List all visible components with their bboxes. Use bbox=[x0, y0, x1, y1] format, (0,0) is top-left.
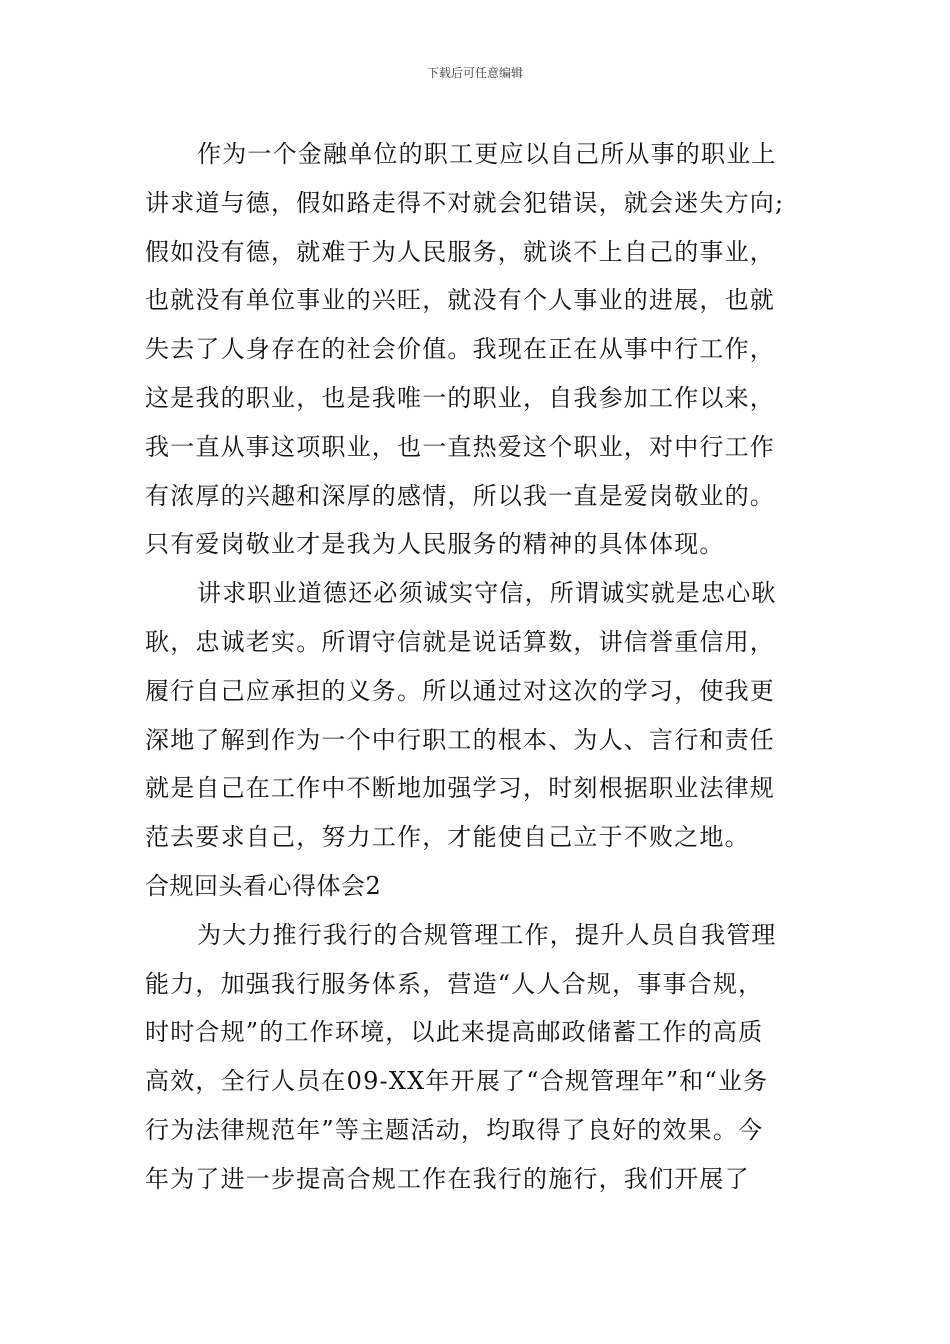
text-line: 讲求道与德，假如路走得不对就会犯错误，就会迷失方向; bbox=[145, 188, 785, 217]
text-line: 深地了解到作为一个中行职工的根本、为人、言行和责任 bbox=[145, 725, 775, 754]
text-line: 为大力推行我行的合规管理工作，提升人员自我管理 bbox=[197, 920, 777, 949]
text-line: 失去了人身存在的社会价值。我现在正在从事中行工作， bbox=[145, 335, 775, 364]
text-line: 行为法律规范年”等主题活动，均取得了良好的效果。今 bbox=[145, 1115, 764, 1144]
text-line: 年为了进一步提高合规工作在我行的施行，我们开展了 bbox=[145, 1164, 750, 1193]
paragraph-1 bbox=[145, 130, 807, 569]
text-line: 这是我的职业，也是我唯一的职业，自我参加工作以来， bbox=[145, 383, 775, 412]
paragraph-3 bbox=[145, 911, 807, 1204]
page-header: 下载后可任意编辑 bbox=[426, 66, 523, 80]
text-line: 就是自己在工作中不断地加强学习，时刻根据职业法律规 bbox=[145, 774, 775, 803]
paragraph-2 bbox=[145, 569, 807, 862]
text-line: 履行自己应承担的义务。所以通过对这次的学习，使我更 bbox=[145, 676, 775, 705]
text-line: 耿，忠诚老实。所谓守信就是说话算数，讲信誉重信用， bbox=[145, 627, 775, 656]
document-body bbox=[145, 130, 807, 1204]
text-line: 我一直从事这项职业，也一直热爱这个职业，对中行工作 bbox=[145, 432, 775, 461]
text-line: 范去要求自己，努力工作，才能使自己立于不败之地。 bbox=[145, 823, 750, 852]
text-line: 讲求职业道德还必须诚实守信，所谓诚实就是忠心耿 bbox=[197, 579, 777, 608]
text-line: 时时合规”的工作环境，以此来提高邮政储蓄工作的高质 bbox=[145, 1018, 764, 1047]
text-line: 假如没有德，就难于为人民服务，就谈不上自己的事业， bbox=[145, 237, 775, 266]
text-line: 高效，全行人员在09-XX年开展了“合规管理年”和“业务 bbox=[145, 1067, 769, 1096]
text-line: 作为一个金融单位的职工更应以自己所从事的职业上 bbox=[197, 140, 777, 168]
section-heading: 合规回头看心得体会2 bbox=[145, 871, 382, 900]
text-line: 有浓厚的兴趣和深厚的感情，所以我一直是爱岗敬业的。 bbox=[145, 481, 775, 510]
text-line: 能力，加强我行服务体系，营造“人人合规，事事合规， bbox=[145, 969, 764, 998]
text-line: 也就没有单位事业的兴旺，就没有个人事业的进展，也就 bbox=[145, 286, 775, 315]
text-line: 只有爱岗敬业才是我为人民服务的精神的具体体现。 bbox=[145, 530, 725, 559]
